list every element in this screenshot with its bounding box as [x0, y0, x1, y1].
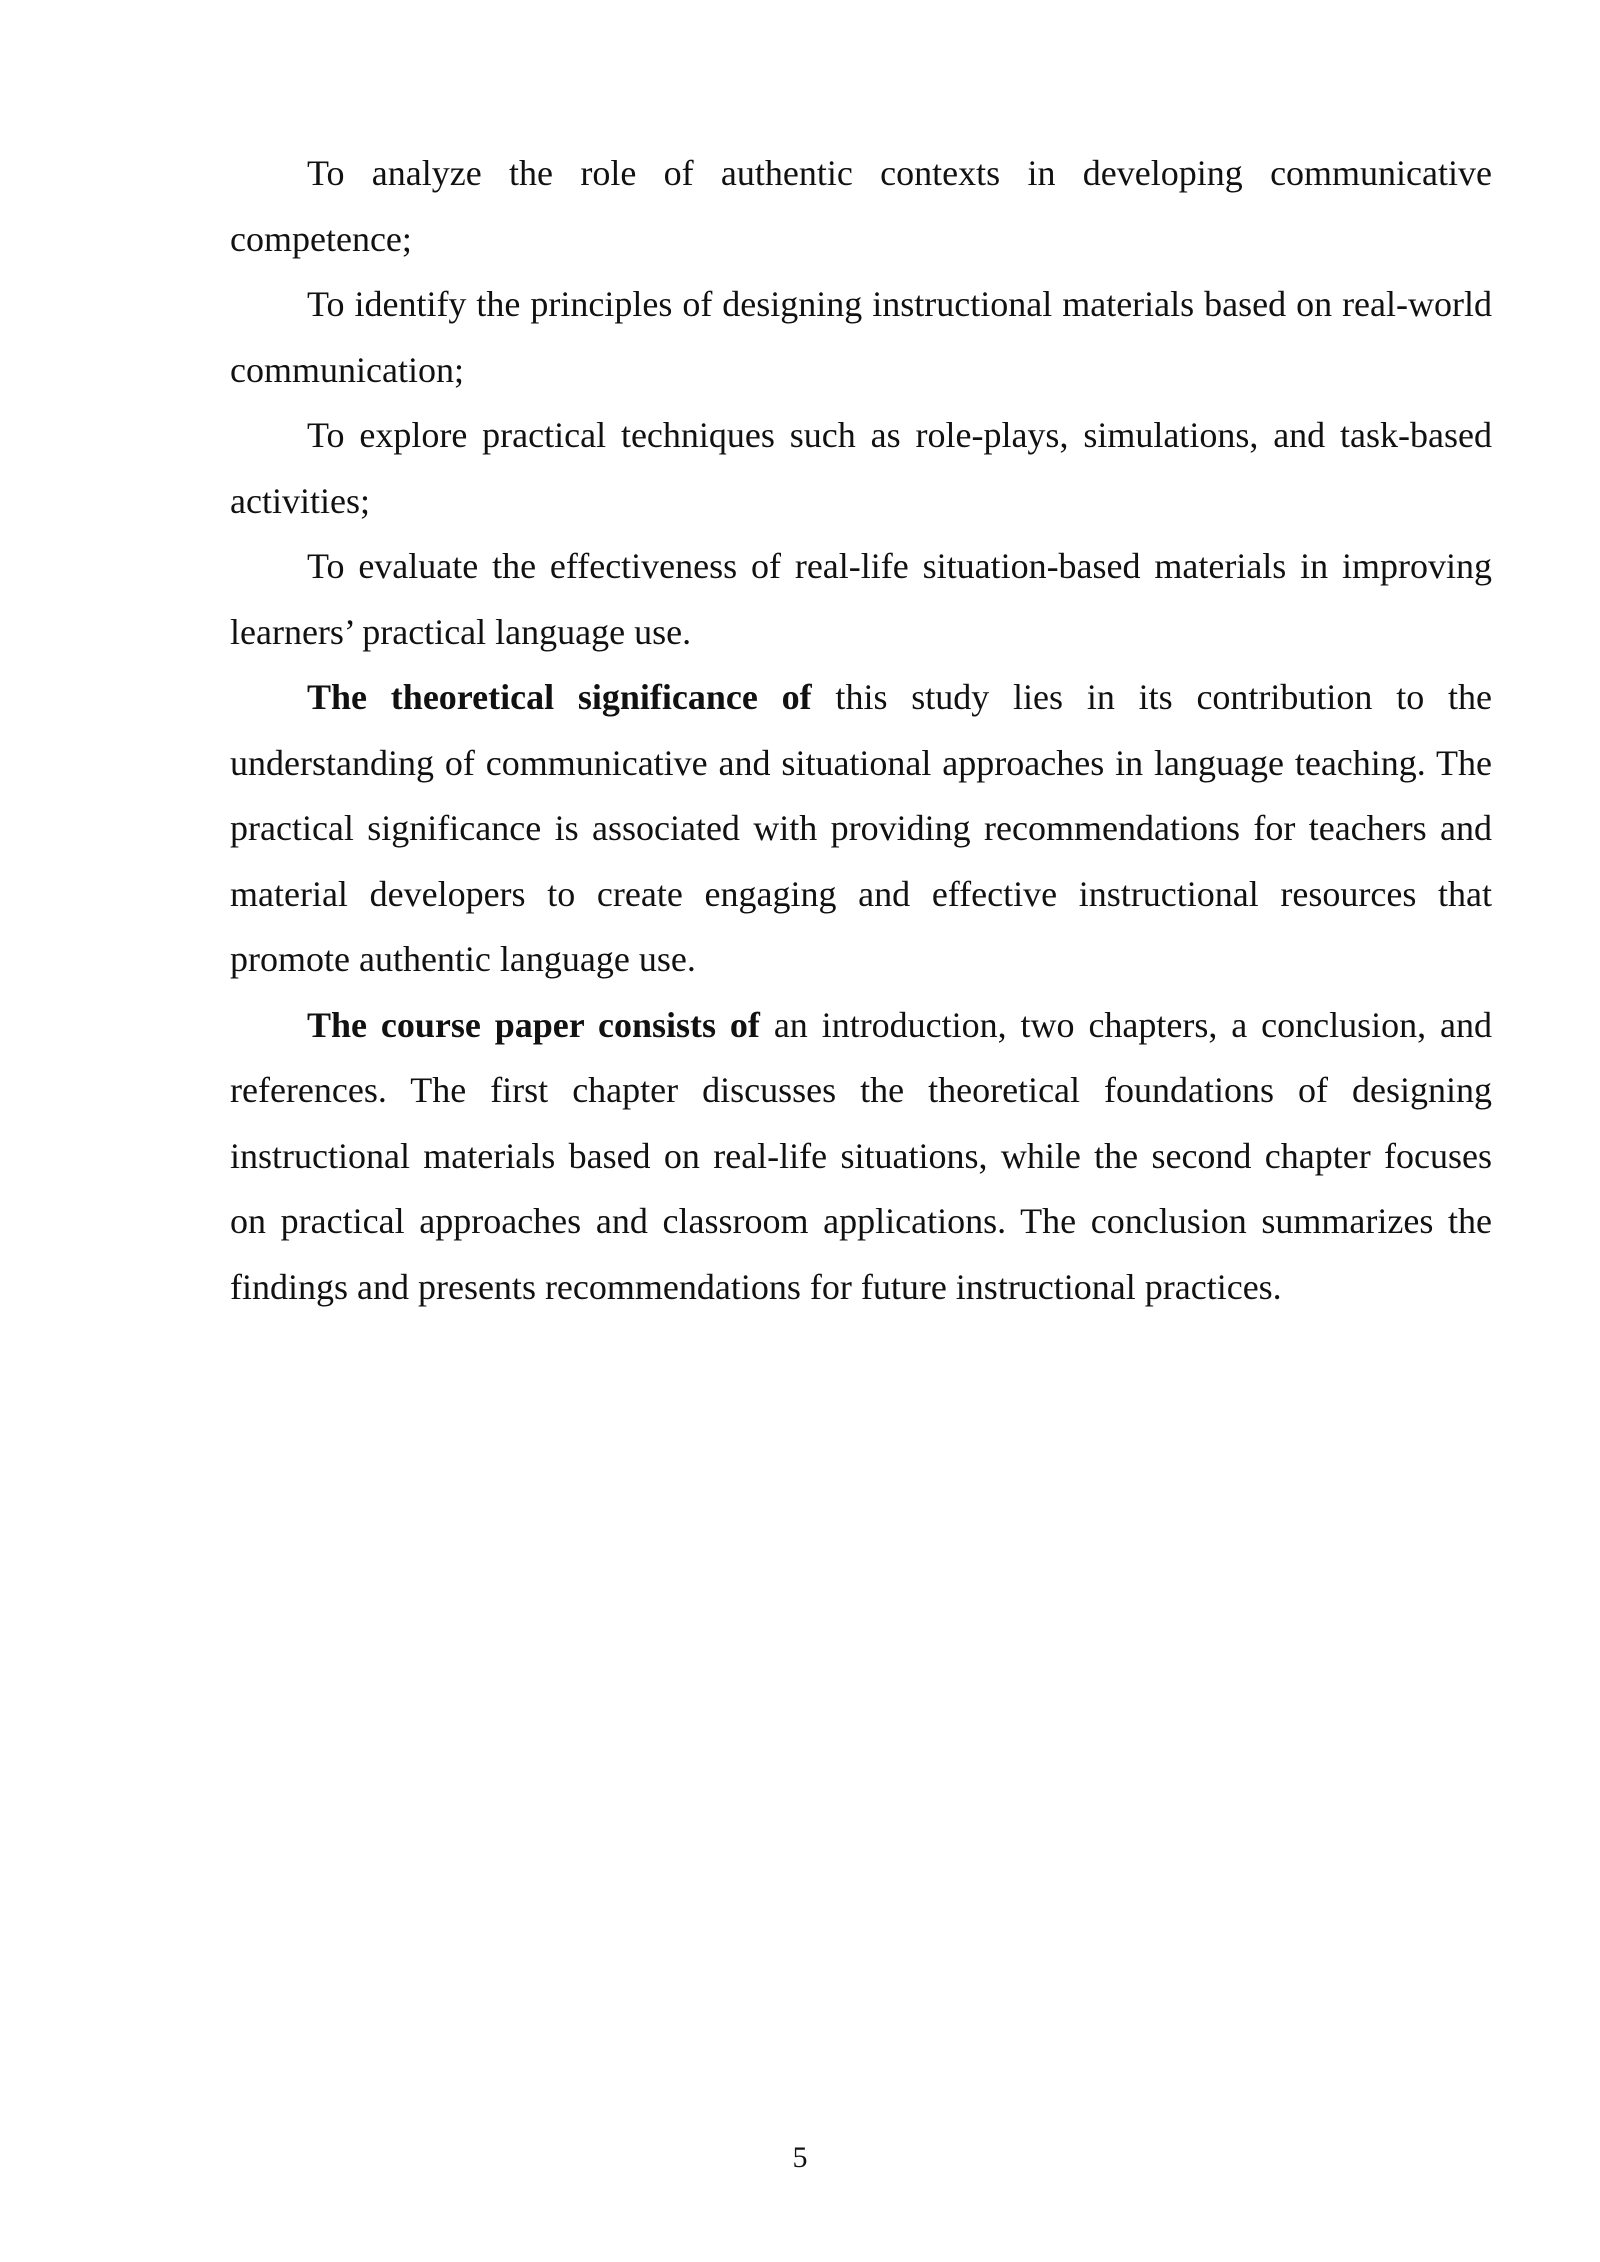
paragraph-text: To explore practical techniques such as role-plays, simulations, and task-based activities; [230, 415, 1492, 521]
paragraph-lead: The theoretical significance of [307, 677, 812, 717]
objective-paragraph [230, 272, 1492, 403]
objective-paragraph [230, 141, 1492, 272]
paragraph-lead: The course paper consists of [307, 1004, 760, 1045]
paragraph-text: To identify the principles of designing instructional materials based on real-world communication; [230, 284, 1492, 390]
page-number: 5 [792, 2141, 808, 2174]
objective-paragraph [230, 403, 1492, 534]
paragraph-text: this study lies in its contribution to the understanding of communicative and situational approaches in language teaching. The practical significance is associated with providing recommendations for teachers and material developers to create engaging and effective instructional resources that promote authentic language use. [230, 677, 1492, 979]
paragraph-text: To analyze the role of authentic contexts in developing communicative competence; [230, 153, 1492, 259]
significance-paragraph [230, 665, 1492, 993]
objective-paragraph [230, 534, 1492, 665]
paragraph-text: an introduction, two chapters, a conclusion, and references. The first chapter discusses the theoretical foundations of designing instructional materials based on real-life situations, while the second chapter focuses on practical approaches and classroom applications. The conclusion summarizes the findings and presents recommendations for future instructional practices. [230, 1004, 1492, 1307]
paragraph-text: To evaluate the effectiveness of real-life situation-based materials in improving learners’ practical language use. [230, 546, 1492, 652]
body-text [230, 141, 1492, 1320]
structure-paragraph [230, 993, 1492, 1321]
